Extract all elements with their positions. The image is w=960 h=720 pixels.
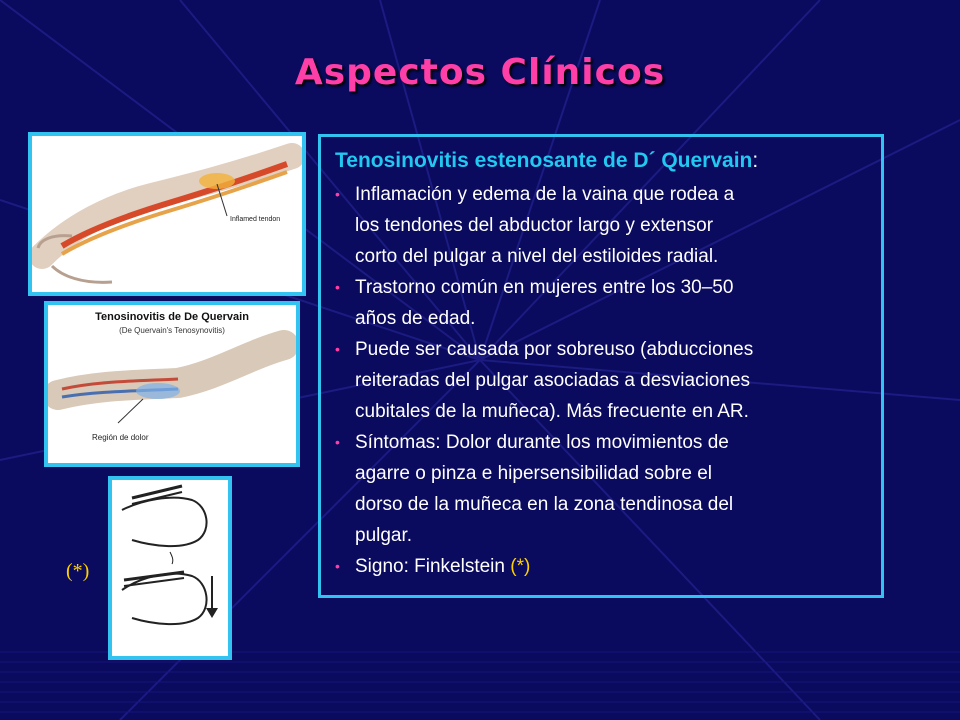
bullet-line: Síntomas: Dolor durante los movimientos de — [355, 432, 729, 453]
bullet-item — [331, 551, 871, 582]
bullet-dot-icon: • — [335, 434, 340, 450]
inflamed-tendon-label: Inflamed tendon — [230, 216, 281, 223]
heading-text: Tenosinovitis estenosante de D´ Quervain — [335, 149, 753, 172]
bullet-line: reiteradas del pulgar asociadas a desviaciones — [355, 370, 751, 391]
bullet-line: los tendones del abductor largo y extensor — [355, 215, 714, 236]
inflamed-tendon-illustration — [28, 132, 306, 296]
bullet-item — [331, 272, 871, 334]
finkelstein-text: Signo: Finkelstein — [355, 556, 511, 577]
bullet-line: dorso de la muñeca en la zona tendinosa del — [355, 494, 734, 515]
bullet-item — [331, 179, 871, 272]
bullet-line — [355, 551, 871, 582]
bullet-line: pulgar. — [355, 525, 413, 546]
bullet-line: agarre o pinza e hipersensibilidad sobre el — [355, 463, 713, 484]
de-quervain-diagram — [44, 301, 300, 467]
bullet-dot-icon: • — [335, 279, 340, 295]
fist-drawing — [112, 480, 228, 656]
bullet-list — [331, 179, 871, 582]
content-panel — [318, 134, 884, 598]
panel-heading — [335, 149, 758, 173]
bullet-line: Puede ser causada por sobreuso (abducciones — [355, 339, 754, 360]
wrist-drawing — [48, 305, 296, 463]
bullet-dot-icon: • — [335, 341, 340, 357]
diagram-subtitle: (De Quervain's Tenosynovitis) — [119, 326, 225, 335]
heading-colon: : — [752, 149, 759, 172]
bullet-dot-icon: • — [335, 558, 340, 574]
bullet-dot-icon: • — [335, 186, 340, 202]
reference-marker: (*) — [66, 560, 90, 582]
bullet-line: Inflamación y edema de la vaina que rodea a — [355, 184, 735, 205]
finkelstein-ref: (*) — [510, 556, 531, 577]
slide-title: Aspectos Clínicos — [294, 52, 666, 93]
bullet-item — [331, 334, 871, 427]
pain-region-label: Región de dolor — [92, 433, 149, 442]
bullet-line: años de edad. — [355, 308, 476, 329]
bullet-line: Trastorno común en mujeres entre los 30–50 — [355, 277, 734, 298]
finkelstein-test-illustration — [108, 476, 232, 660]
bullet-line: cubitales de la muñeca). Más frecuente en AR. — [355, 401, 749, 422]
hand-anatomy-drawing — [32, 136, 302, 292]
diagram-title: Tenosinovitis de De Quervain — [95, 311, 249, 323]
bullet-item — [331, 427, 871, 551]
bullet-line: corto del pulgar a nivel del estiloides radial. — [355, 246, 719, 267]
